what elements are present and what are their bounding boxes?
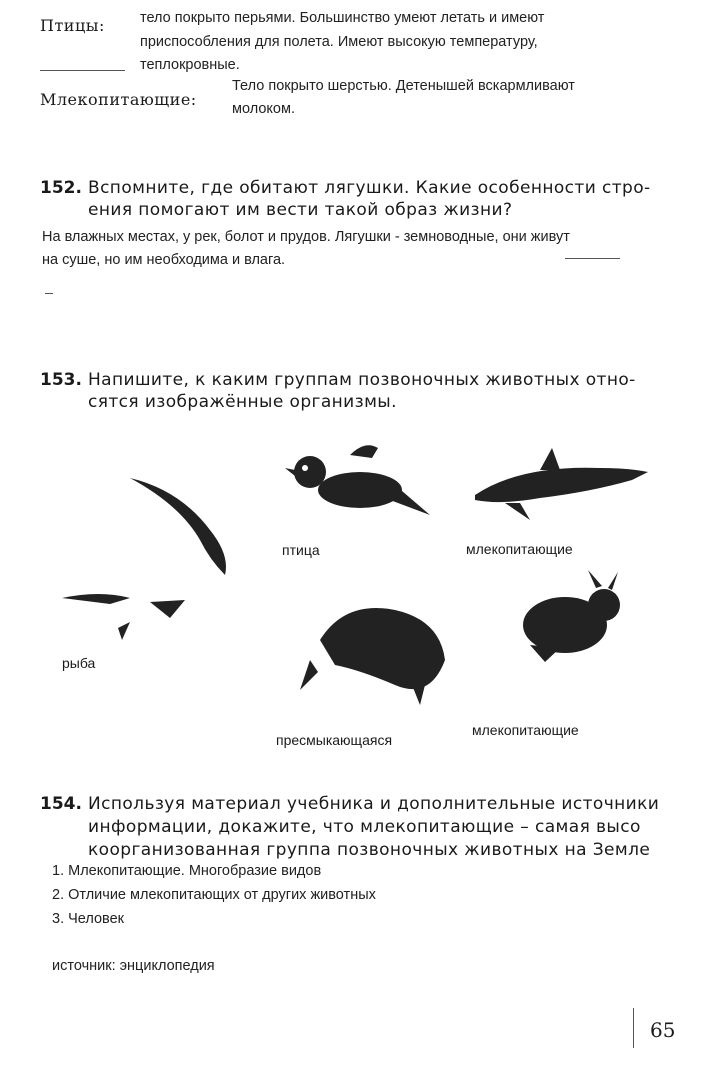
definition-birds-line-1: тело покрыто перьями. Большинство умеют летать и имеют [140, 10, 545, 26]
question-154-line-2: информации, докажите, что млекопитающие – самая высо [88, 817, 641, 837]
definition-birds-line-3: теплокровные. [140, 57, 240, 73]
question-152-line-2: ения помогают им вести такой образ жизни? [88, 200, 513, 220]
definition-mammals-line-2: молоком. [232, 101, 295, 117]
question-153-line-2: сятся изображённые организмы. [88, 392, 397, 412]
label-fish: рыба [62, 655, 96, 671]
definition-mammals-line-1: Тело покрыто шерстью. Детенышей вскармливают [232, 78, 575, 94]
answer-152-line-1: На влажных местах, у рек, болот и прудов. Лягушки - земноводные, они живут [42, 229, 570, 245]
term-birds: Птицы: [40, 16, 105, 35]
sparrow-image [285, 445, 430, 515]
question-154-number: 154. [40, 794, 82, 814]
term-mammals: Млекопитающие: [40, 90, 197, 109]
label-dolphin: млекопитающие [466, 541, 573, 557]
reptile-image [300, 608, 445, 705]
question-153-line-1: Напишите, к каким группам позвоночных животных отно- [88, 370, 636, 390]
definition-birds-line-2: приспособления для полета. Имеют высокую температуру, [140, 34, 538, 50]
question-152-line-1: Вспомните, где обитают лягушки. Какие особенности стро- [88, 178, 651, 198]
question-154-line-3: коорганизованная группа позвоночных животных на Земле [88, 840, 651, 860]
answer-154-item-2: 2. Отличие млекопитающих от других животных [52, 887, 376, 903]
answer-154-item-1: 1. Млекопитающие. Многобразие видов [52, 863, 322, 879]
rabbit-image [523, 570, 620, 662]
dolphin-image [475, 448, 648, 520]
answer-154-source: источник: энциклопедия [52, 958, 215, 974]
label-reptile: пресмыкающаяся [276, 732, 393, 748]
label-rabbit: млекопитающие [472, 722, 579, 738]
question-153-number: 153. [40, 370, 82, 390]
answer-152-line-2: на суше, но им необходима и влага. [42, 252, 286, 268]
question-152-number: 152. [40, 178, 82, 198]
question-154-line-1: Используя материал учебника и дополнительные источники [88, 794, 660, 814]
page-number-divider [633, 1008, 634, 1048]
label-bird: птица [282, 542, 320, 558]
fish-image [62, 478, 226, 640]
answer-154-item-3: 3. Человек [52, 911, 125, 927]
page-number: 65 [650, 1018, 676, 1042]
